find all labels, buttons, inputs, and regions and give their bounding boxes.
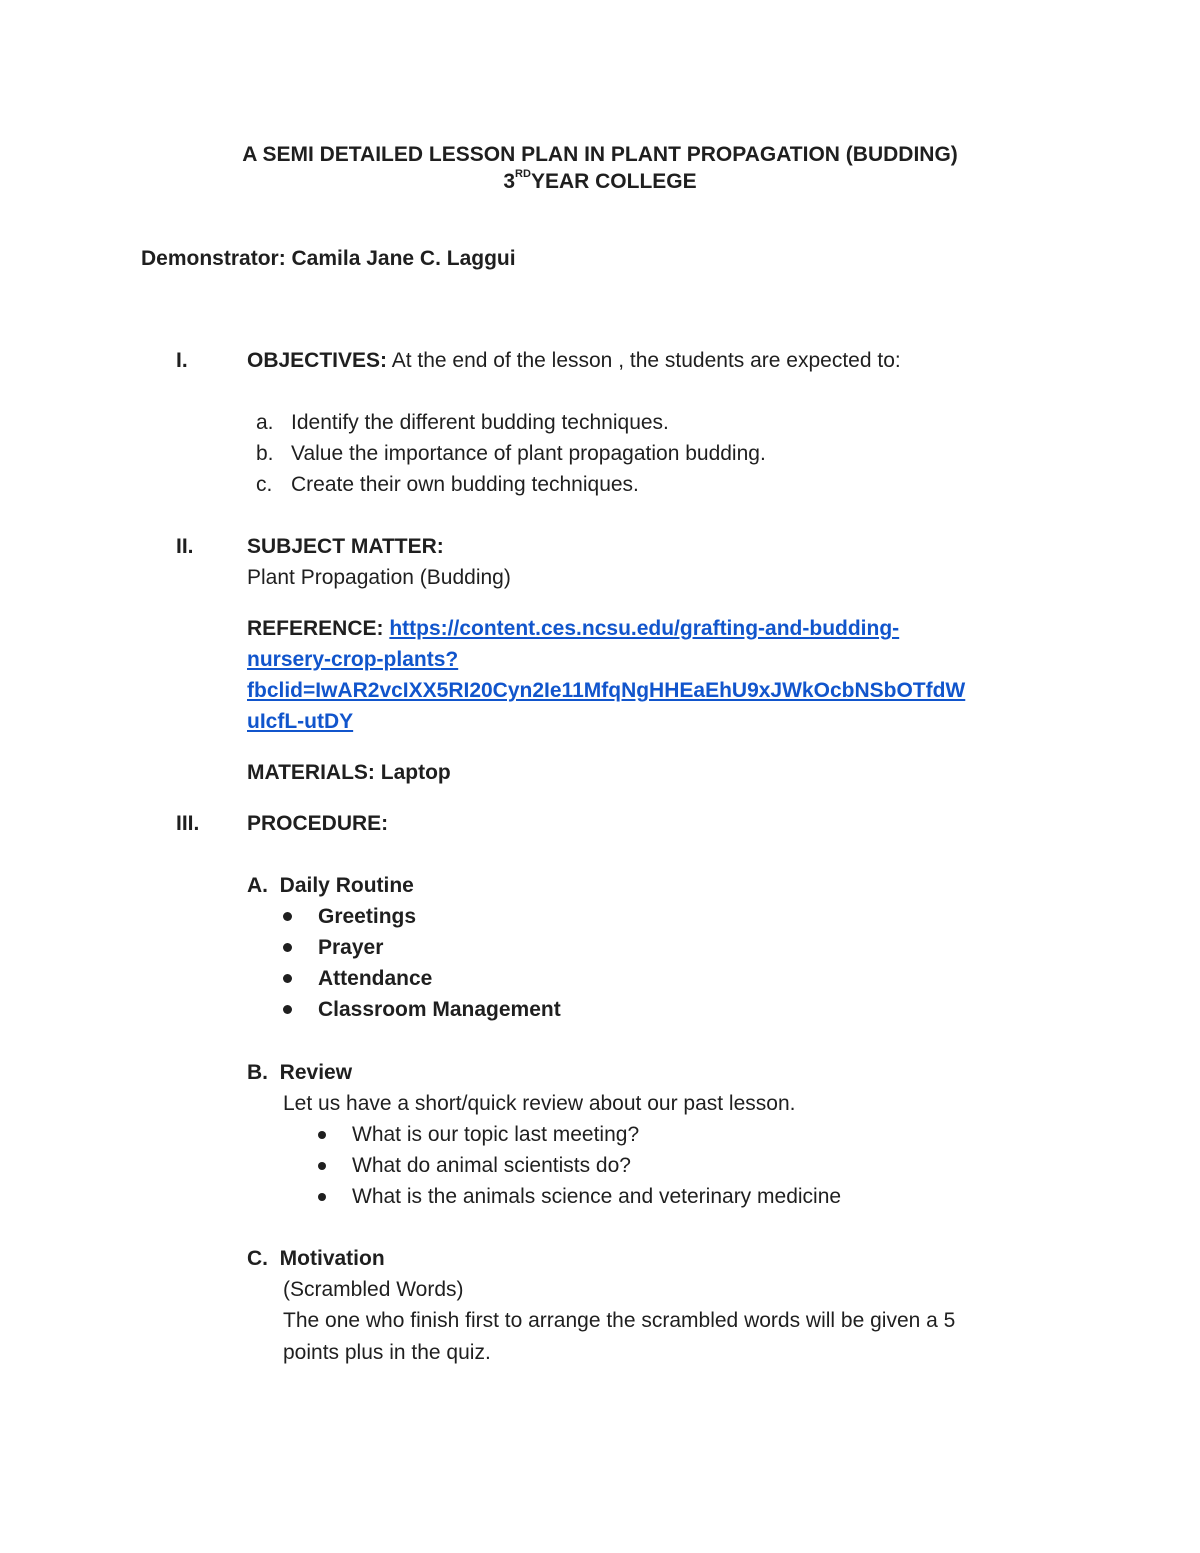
reference-link[interactable]: uIcfL-utDY (247, 710, 354, 733)
year-number: 3 (503, 170, 516, 193)
motivation-heading: C. Motivation (247, 1247, 385, 1270)
reference-line-1 (247, 617, 899, 641)
objective-letter: a. (256, 411, 274, 434)
objective-letter: b. (256, 442, 274, 465)
section-numeral-1: I. (176, 349, 188, 372)
materials-line: MATERIALS: Laptop (247, 761, 451, 784)
objective-item: Identify the different budding techniques. (291, 411, 669, 434)
review-item: What do animal scientists do? (352, 1154, 631, 1177)
subject-topic: Plant Propagation (Budding) (247, 566, 511, 589)
motivation-text-line: The one who finish first to arrange the scrambled words will be given a 5 (283, 1309, 956, 1332)
bullet-icon (283, 912, 292, 921)
year-college: YEAR COLLEGE (530, 170, 697, 193)
section-numeral-2: II. (176, 535, 194, 558)
year-superscript: RD (515, 168, 531, 180)
routine-item: Prayer (318, 936, 384, 959)
bullet-icon (283, 974, 292, 983)
routine-item: Greetings (318, 905, 417, 928)
objective-item: Create their own budding techniques. (291, 473, 639, 496)
reference-link[interactable]: https://content.ces.ncsu.edu/grafting-and-budding- (389, 617, 900, 640)
routine-item: Attendance (318, 967, 433, 990)
objectives-label: OBJECTIVES: (247, 349, 388, 372)
routine-item: Classroom Management (318, 998, 561, 1021)
document-subtitle (0, 170, 1200, 194)
section-numeral-3: III. (176, 812, 200, 835)
motivation-sub: (Scrambled Words) (283, 1278, 464, 1301)
bullet-icon (318, 1162, 326, 1170)
procedure-heading: PROCEDURE: (247, 812, 389, 835)
reference-link[interactable]: fbclid=IwAR2vcIXX5RI20Cyn2Ie11MfqNgHHEaEhU9xJWkOcbNSbOTfdW (247, 679, 966, 702)
subject-matter-heading: SUBJECT MATTER: (247, 535, 444, 558)
review-intro: Let us have a short/quick review about our past lesson. (283, 1092, 796, 1115)
reference-label: REFERENCE: (247, 617, 390, 640)
review-item: What is our topic last meeting? (352, 1123, 640, 1146)
review-item: What is the animals science and veterinary medicine (352, 1185, 842, 1208)
objective-letter: c. (256, 473, 273, 496)
review-heading: B. Review (247, 1061, 353, 1084)
document-title: A SEMI DETAILED LESSON PLAN IN PLANT PROPAGATION (BUDDING) (242, 143, 958, 166)
motivation-text-line: points plus in the quiz. (283, 1341, 491, 1364)
bullet-icon (283, 943, 292, 952)
demonstrator-line: Demonstrator: Camila Jane C. Laggui (141, 247, 516, 270)
objectives-intro: At the end of the lesson , the students are expected to: (387, 349, 901, 372)
objectives-heading (247, 349, 901, 373)
bullet-icon (318, 1193, 326, 1201)
bullet-icon (283, 1005, 292, 1014)
objective-item: Value the importance of plant propagation budding. (291, 442, 766, 465)
reference-link[interactable]: nursery-crop-plants? (247, 648, 459, 671)
daily-routine-heading: A. Daily Routine (247, 874, 414, 897)
bullet-icon (318, 1131, 326, 1139)
